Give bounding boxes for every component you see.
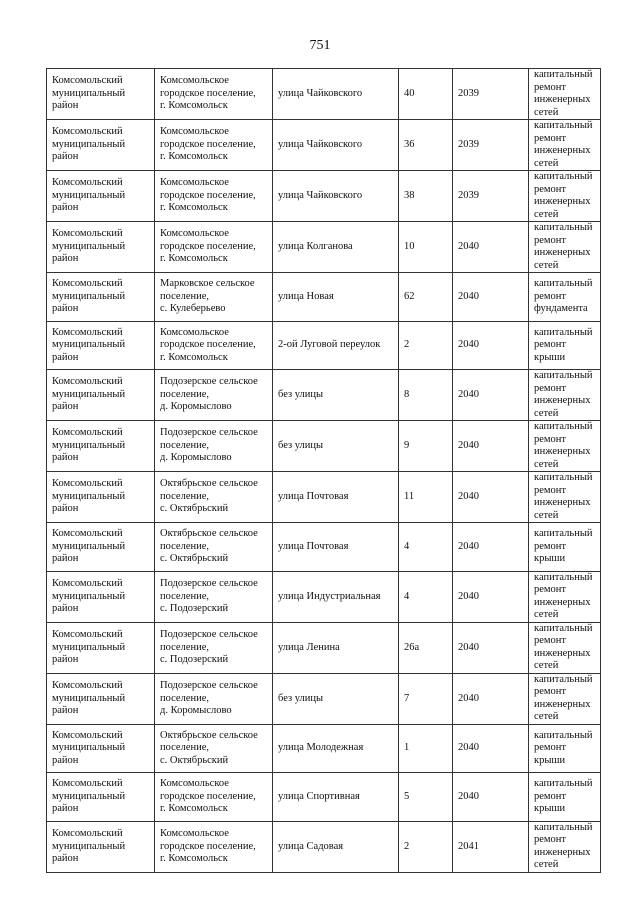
cell-year: 2040 bbox=[453, 421, 529, 472]
cell-settlement: Октябрьское сельское поселение, с. Октябрьский bbox=[155, 523, 273, 572]
table-row bbox=[47, 821, 601, 872]
table-body bbox=[47, 69, 601, 873]
cell-work: капитальный ремонт инженерных сетей bbox=[529, 222, 601, 273]
cell-work: капитальный ремонт инженерных сетей bbox=[529, 622, 601, 673]
cell-work: капитальный ремонт инженерных сетей bbox=[529, 171, 601, 222]
cell-street: без улицы bbox=[273, 673, 399, 724]
cell-settlement: Подозерское сельское поселение, с. Подозерский bbox=[155, 571, 273, 622]
cell-work: капитальный ремонт крыши bbox=[529, 321, 601, 370]
table-row bbox=[47, 273, 601, 322]
cell-district: Комсомольский муниципальный район bbox=[47, 421, 155, 472]
cell-street: 2-ой Луговой переулок bbox=[273, 321, 399, 370]
cell-year: 2039 bbox=[453, 171, 529, 222]
cell-street: без улицы bbox=[273, 421, 399, 472]
cell-street: улица Чайковского bbox=[273, 69, 399, 120]
cell-house: 2 bbox=[399, 321, 453, 370]
cell-settlement: Комсомольское городское поселение, г. Комсомольск bbox=[155, 69, 273, 120]
cell-street: улица Почтовая bbox=[273, 472, 399, 523]
cell-year: 2041 bbox=[453, 821, 529, 872]
cell-settlement: Подозерское сельское поселение, д. Коромыслово bbox=[155, 421, 273, 472]
cell-settlement: Комсомольское городское поселение, г. Комсомольск bbox=[155, 321, 273, 370]
cell-work: капитальный ремонт крыши bbox=[529, 773, 601, 822]
cell-settlement: Комсомольское городское поселение, г. Комсомольск bbox=[155, 120, 273, 171]
cell-house: 8 bbox=[399, 370, 453, 421]
cell-work: капитальный ремонт инженерных сетей bbox=[529, 370, 601, 421]
table-row bbox=[47, 120, 601, 171]
cell-house: 4 bbox=[399, 571, 453, 622]
cell-street: улица Спортивная bbox=[273, 773, 399, 822]
table-row bbox=[47, 370, 601, 421]
cell-settlement: Марковское сельское поселение, с. Кулеберьево bbox=[155, 273, 273, 322]
cell-district: Комсомольский муниципальный район bbox=[47, 622, 155, 673]
cell-settlement: Подозерское сельское поселение, д. Коромыслово bbox=[155, 370, 273, 421]
cell-house: 36 bbox=[399, 120, 453, 171]
repair-schedule-table bbox=[46, 68, 601, 873]
table-row bbox=[47, 622, 601, 673]
table-row bbox=[47, 472, 601, 523]
cell-settlement: Октябрьское сельское поселение, с. Октябрьский bbox=[155, 472, 273, 523]
cell-year: 2039 bbox=[453, 120, 529, 171]
cell-street: улица Индустриальная bbox=[273, 571, 399, 622]
cell-house: 38 bbox=[399, 171, 453, 222]
page-number: 751 bbox=[309, 38, 331, 53]
cell-district: Комсомольский муниципальный район bbox=[47, 69, 155, 120]
cell-work: капитальный ремонт инженерных сетей bbox=[529, 571, 601, 622]
cell-street: улица Молодежная bbox=[273, 724, 399, 773]
cell-settlement: Октябрьское сельское поселение, с. Октябрьский bbox=[155, 724, 273, 773]
cell-year: 2040 bbox=[453, 472, 529, 523]
cell-settlement: Комсомольское городское поселение, г. Комсомольск bbox=[155, 773, 273, 822]
cell-work: капитальный ремонт крыши bbox=[529, 724, 601, 773]
cell-work: капитальный ремонт инженерных сетей bbox=[529, 69, 601, 120]
cell-year: 2040 bbox=[453, 673, 529, 724]
cell-district: Комсомольский муниципальный район bbox=[47, 321, 155, 370]
cell-street: улица Чайковского bbox=[273, 120, 399, 171]
table-row bbox=[47, 69, 601, 120]
cell-settlement: Комсомольское городское поселение, г. Комсомольск bbox=[155, 821, 273, 872]
cell-house: 11 bbox=[399, 472, 453, 523]
cell-year: 2040 bbox=[453, 571, 529, 622]
cell-house: 10 bbox=[399, 222, 453, 273]
cell-house: 26а bbox=[399, 622, 453, 673]
cell-year: 2040 bbox=[453, 523, 529, 572]
cell-street: улица Колганова bbox=[273, 222, 399, 273]
table-row bbox=[47, 421, 601, 472]
cell-district: Комсомольский муниципальный район bbox=[47, 724, 155, 773]
table-row bbox=[47, 171, 601, 222]
cell-work: капитальный ремонт крыши bbox=[529, 523, 601, 572]
cell-settlement: Подозерское сельское поселение, д. Коромыслово bbox=[155, 673, 273, 724]
cell-year: 2039 bbox=[453, 69, 529, 120]
cell-work: капитальный ремонт инженерных сетей bbox=[529, 120, 601, 171]
cell-street: улица Чайковского bbox=[273, 171, 399, 222]
cell-settlement: Подозерское сельское поселение, с. Подозерский bbox=[155, 622, 273, 673]
table-row bbox=[47, 571, 601, 622]
cell-district: Комсомольский муниципальный район bbox=[47, 673, 155, 724]
cell-district: Комсомольский муниципальный район bbox=[47, 222, 155, 273]
table-row bbox=[47, 773, 601, 822]
cell-year: 2040 bbox=[453, 370, 529, 421]
cell-house: 7 bbox=[399, 673, 453, 724]
cell-district: Комсомольский муниципальный район bbox=[47, 472, 155, 523]
cell-work: капитальный ремонт инженерных сетей bbox=[529, 673, 601, 724]
cell-house: 1 bbox=[399, 724, 453, 773]
cell-work: капитальный ремонт фундамента bbox=[529, 273, 601, 322]
cell-house: 62 bbox=[399, 273, 453, 322]
cell-district: Комсомольский муниципальный район bbox=[47, 273, 155, 322]
cell-settlement: Комсомольское городское поселение, г. Комсомольск bbox=[155, 171, 273, 222]
cell-year: 2040 bbox=[453, 321, 529, 370]
table-row bbox=[47, 222, 601, 273]
cell-year: 2040 bbox=[453, 773, 529, 822]
cell-district: Комсомольский муниципальный район bbox=[47, 773, 155, 822]
cell-work: капитальный ремонт инженерных сетей bbox=[529, 821, 601, 872]
cell-house: 5 bbox=[399, 773, 453, 822]
table-row bbox=[47, 724, 601, 773]
table-row bbox=[47, 523, 601, 572]
cell-street: улица Ленина bbox=[273, 622, 399, 673]
cell-work: капитальный ремонт инженерных сетей bbox=[529, 421, 601, 472]
cell-street: улица Почтовая bbox=[273, 523, 399, 572]
cell-district: Комсомольский муниципальный район bbox=[47, 571, 155, 622]
cell-district: Комсомольский муниципальный район bbox=[47, 370, 155, 421]
cell-district: Комсомольский муниципальный район bbox=[47, 120, 155, 171]
cell-year: 2040 bbox=[453, 222, 529, 273]
cell-house: 40 bbox=[399, 69, 453, 120]
cell-house: 9 bbox=[399, 421, 453, 472]
table-row bbox=[47, 673, 601, 724]
table-row bbox=[47, 321, 601, 370]
cell-year: 2040 bbox=[453, 622, 529, 673]
cell-house: 4 bbox=[399, 523, 453, 572]
cell-settlement: Комсомольское городское поселение, г. Комсомольск bbox=[155, 222, 273, 273]
cell-street: улица Садовая bbox=[273, 821, 399, 872]
cell-district: Комсомольский муниципальный район bbox=[47, 821, 155, 872]
cell-street: улица Новая bbox=[273, 273, 399, 322]
cell-street: без улицы bbox=[273, 370, 399, 421]
cell-district: Комсомольский муниципальный район bbox=[47, 171, 155, 222]
cell-house: 2 bbox=[399, 821, 453, 872]
cell-work: капитальный ремонт инженерных сетей bbox=[529, 472, 601, 523]
cell-year: 2040 bbox=[453, 724, 529, 773]
cell-year: 2040 bbox=[453, 273, 529, 322]
cell-district: Комсомольский муниципальный район bbox=[47, 523, 155, 572]
